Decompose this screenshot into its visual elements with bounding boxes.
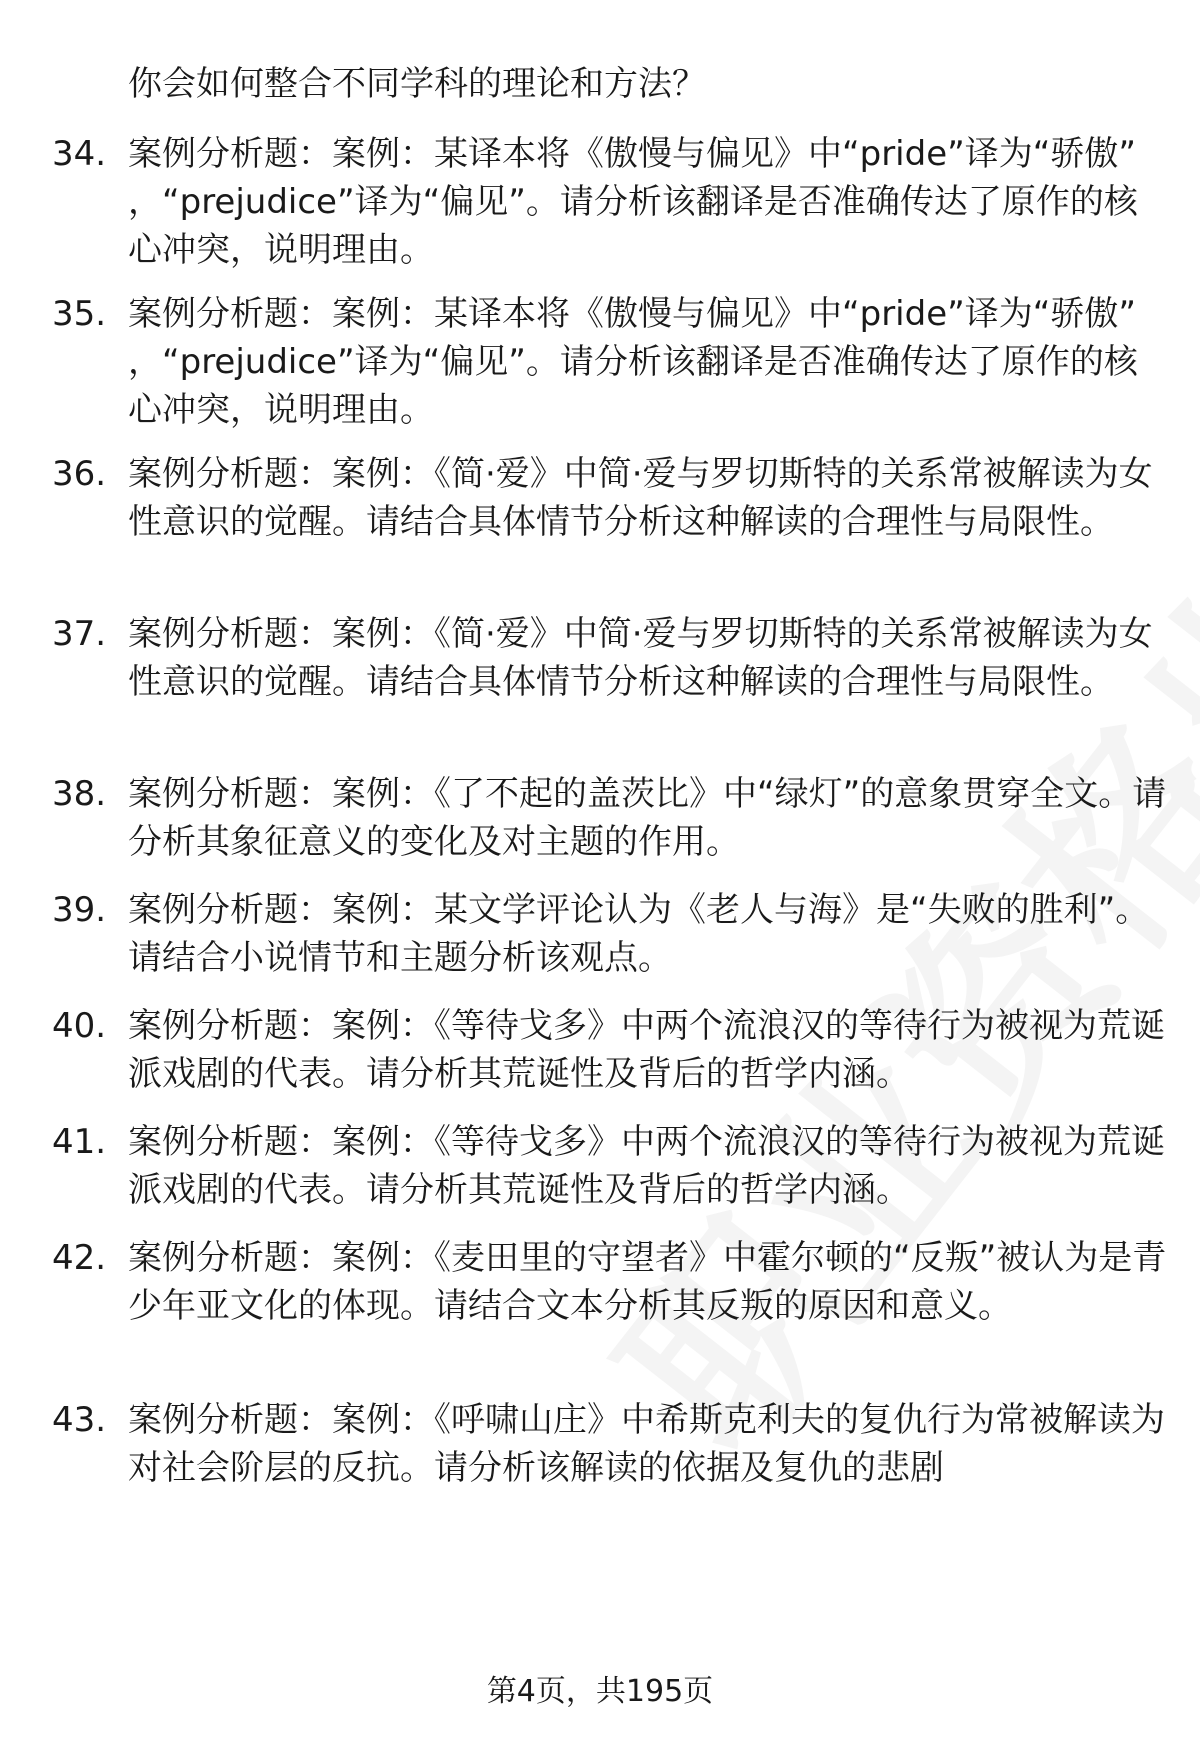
question-text: 案例分析题：案例：某文学评论认为《老人与海》是“失败的胜利”。请结合小说情节和主题分析该观点。 [128,890,1150,978]
question-text: 案例分析题：案例：某译本将《傲慢与偏见》中“pride”译为“骄傲”，“prejudice”译为“偏见”。请分析该翻译是否准确传达了原作的核心冲突，说明理由。 [128,294,1138,430]
question-text: 案例分析题：案例：《等待戈多》中两个流浪汉的等待行为被视为荒诞派戏剧的代表。请分析其荒诞性及背后的哲学内涵。 [128,1122,1165,1210]
page-footer: 第4页，共195页 [486,1674,714,1709]
question-number: 35. [52,294,107,334]
question-number: 41. [52,1122,107,1162]
question-item [52,1118,1167,1214]
question-number: 42. [52,1238,107,1278]
question-item [52,1234,1167,1330]
question-number: 40. [52,1006,107,1046]
question-text: 案例分析题：案例：《简·爱》中简·爱与罗切斯特的关系常被解读为女性意识的觉醒。请结合具体情节分析这种解读的合理性与局限性。 [128,454,1153,542]
question-item [52,1396,1167,1492]
question-item [52,290,1167,434]
question-text: 案例分析题：案例：某译本将《傲慢与偏见》中“pride”译为“骄傲”，“prejudice”译为“偏见”。请分析该翻译是否准确传达了原作的核心冲突，说明理由。 [128,134,1138,270]
question-number: 43. [52,1400,107,1440]
question-text: 案例分析题：案例：《呼啸山庄》中希斯克利夫的复仇行为常被解读为对社会阶层的反抗。请分析该解读的依据及复仇的悲剧 [128,1400,1165,1488]
question-item [52,770,1167,866]
question-number: 39. [52,890,107,930]
question-text: 案例分析题：案例：《了不起的盖茨比》中“绿灯”的意象贯穿全文。请分析其象征意义的变化及对主题的作用。 [128,774,1167,862]
question-item [52,610,1167,706]
previous-question-continuation: 你会如何整合不同学科的理论和方法？ [128,64,706,104]
question-number: 36. [52,454,107,494]
question-item [52,130,1167,274]
question-text: 案例分析题：案例：《等待戈多》中两个流浪汉的等待行为被视为荒诞派戏剧的代表。请分析其荒诞性及背后的哲学内涵。 [128,1006,1165,1094]
question-number: 37. [52,614,107,654]
question-text: 案例分析题：案例：《简·爱》中简·爱与罗切斯特的关系常被解读为女性意识的觉醒。请结合具体情节分析这种解读的合理性与局限性。 [128,614,1153,702]
question-item [52,450,1167,546]
question-number: 34. [52,134,107,174]
question-item [52,886,1167,982]
question-text: 案例分析题：案例：《麦田里的守望者》中霍尔顿的“反叛”被认为是青少年亚文化的体现。请结合文本分析其反叛的原因和意义。 [128,1238,1167,1326]
question-number: 38. [52,774,107,814]
question-item [52,1002,1167,1098]
